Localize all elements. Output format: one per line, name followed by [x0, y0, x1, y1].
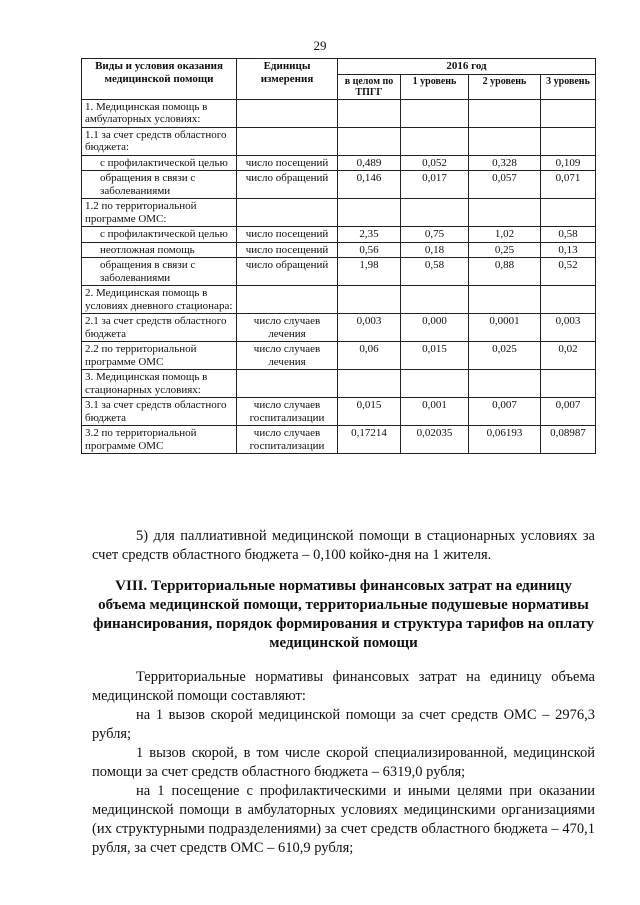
table-row [82, 242, 596, 258]
row-value-total [338, 370, 401, 398]
header-total: в целом по ТПГГ [338, 74, 401, 99]
header-year: 2016 год [338, 59, 596, 75]
header-level-3: 3 уровень [541, 74, 596, 99]
row-label: 1. Медицинская помощь в амбулаторных условиях: [82, 99, 237, 127]
row-value-level-3: 0,13 [541, 242, 596, 258]
row-value-level-1: 0,58 [401, 258, 469, 286]
row-value-level-3: 0,52 [541, 258, 596, 286]
row-value-level-2: 0,0001 [469, 314, 541, 342]
row-value-level-3: 0,02 [541, 342, 596, 370]
row-value-level-1: 0,18 [401, 242, 469, 258]
row-value-level-2: 1,02 [469, 227, 541, 243]
row-label: с профилактической целью [82, 155, 237, 171]
row-value-level-1 [401, 127, 469, 155]
row-label: 2.2 по территориальной программе ОМС [82, 342, 237, 370]
row-value-level-2 [469, 370, 541, 398]
row-value-level-2: 0,328 [469, 155, 541, 171]
row-value-level-3: 0,109 [541, 155, 596, 171]
table-row [82, 426, 596, 454]
row-value-level-2 [469, 99, 541, 127]
row-value-level-2: 0,25 [469, 242, 541, 258]
row-value-level-3 [541, 199, 596, 227]
row-unit: число случаев лечения [237, 342, 338, 370]
table-row [82, 155, 596, 171]
row-value-total: 0,003 [338, 314, 401, 342]
row-label: 2.1 за счет средств областного бюджета [82, 314, 237, 342]
table-row [82, 286, 596, 314]
row-unit: число случаев лечения [237, 314, 338, 342]
row-value-level-1 [401, 99, 469, 127]
row-value-level-3 [541, 286, 596, 314]
row-unit [237, 199, 338, 227]
header-unit: Единицы измерения [237, 59, 338, 100]
row-value-total: 0,17214 [338, 426, 401, 454]
page-number: 29 [313, 38, 327, 53]
row-value-level-3: 0,58 [541, 227, 596, 243]
row-value-level-3: 0,003 [541, 314, 596, 342]
table-row [82, 127, 596, 155]
row-value-level-1 [401, 199, 469, 227]
row-label: обращения в связи с заболеваниями [82, 258, 237, 286]
row-value-total: 0,489 [338, 155, 401, 171]
row-value-total: 0,56 [338, 242, 401, 258]
row-value-total: 2,35 [338, 227, 401, 243]
row-value-level-1 [401, 370, 469, 398]
row-label: 3.2 по территориальной программе ОМС [82, 426, 237, 454]
row-unit [237, 286, 338, 314]
row-value-level-1: 0,017 [401, 171, 469, 199]
row-unit: число случаев госпитализации [237, 398, 338, 426]
row-value-level-2: 0,88 [469, 258, 541, 286]
row-value-level-2: 0,06193 [469, 426, 541, 454]
row-unit [237, 127, 338, 155]
row-value-level-3: 0,08987 [541, 426, 596, 454]
row-unit: число посещений [237, 227, 338, 243]
row-value-total [338, 199, 401, 227]
table-row [82, 342, 596, 370]
row-label: 3.1 за счет средств областного бюджета [82, 398, 237, 426]
row-value-total [338, 286, 401, 314]
section-heading: VIII. Территориальные нормативы финансовых затрат на единицу объема медицинской помощи, территориальные подушевые нормативы финансирования, порядок формирования и структура тарифов на оплату медицинской помощи [92, 578, 594, 651]
body-paragraph-3: 1 вызов скорой, в том числе скорой специализированной, медицинской помощи за счет средств областного бюджета – 6319,0 рубля; [92, 745, 595, 780]
header-level-1: 1 уровень [401, 74, 469, 99]
table-row [82, 398, 596, 426]
row-value-level-3 [541, 370, 596, 398]
row-unit: число случаев госпитализации [237, 426, 338, 454]
row-value-level-1: 0,000 [401, 314, 469, 342]
row-value-level-2 [469, 127, 541, 155]
row-value-level-1 [401, 286, 469, 314]
paragraph-palliative: 5) для паллиативной медицинской помощи в стационарных условиях за счет средств областного бюджета – 0,100 койко-дня на 1 жителя. [92, 528, 595, 563]
header-care-type: Виды и условия оказания медицинской помощи [82, 59, 237, 100]
row-unit [237, 99, 338, 127]
row-value-level-2 [469, 286, 541, 314]
row-unit: число посещений [237, 242, 338, 258]
row-value-level-3: 0,071 [541, 171, 596, 199]
row-label: 3. Медицинская помощь в стационарных условиях: [82, 370, 237, 398]
row-value-total: 0,146 [338, 171, 401, 199]
table-row [82, 258, 596, 286]
row-label: обращения в связи с заболеваниями [82, 171, 237, 199]
row-value-total: 0,06 [338, 342, 401, 370]
row-value-total [338, 99, 401, 127]
row-label: 1.1 за счет средств областного бюджета: [82, 127, 237, 155]
volume-norms-table [81, 58, 596, 454]
row-value-level-1: 0,001 [401, 398, 469, 426]
row-label: неотложная помощь [82, 242, 237, 258]
row-label: 1.2 по территориальной программе ОМС: [82, 199, 237, 227]
row-value-total: 1,98 [338, 258, 401, 286]
row-value-level-2 [469, 199, 541, 227]
row-value-level-2: 0,025 [469, 342, 541, 370]
row-value-total: 0,015 [338, 398, 401, 426]
row-label: с профилактической целью [82, 227, 237, 243]
row-unit [237, 370, 338, 398]
row-value-level-1: 0,75 [401, 227, 469, 243]
table-row [82, 99, 596, 127]
row-value-level-1: 0,052 [401, 155, 469, 171]
table-row [82, 199, 596, 227]
table-row [82, 370, 596, 398]
body-paragraph-4: на 1 посещение с профилактическими и иными целями при оказании медицинской помощи в амбулаторных условиях медицинскими организациями (их структурными подразделениями) за счет средств областного бюджета – 470,1 рубля, за счет средств ОМС – 610,9 рубля; [92, 783, 595, 856]
row-value-level-2: 0,057 [469, 171, 541, 199]
header-level-2: 2 уровень [469, 74, 541, 99]
row-value-level-1: 0,02035 [401, 426, 469, 454]
body-paragraph-1: Территориальные нормативы финансовых затрат на единицу объема медицинской помощи составляют: [92, 669, 595, 704]
table-row [82, 171, 596, 199]
body-paragraph-2: на 1 вызов скорой медицинской помощи за счет средств ОМС – 2976,3 рубля; [92, 707, 595, 742]
row-unit: число обращений [237, 258, 338, 286]
row-value-level-3 [541, 99, 596, 127]
table-row [82, 227, 596, 243]
row-value-total [338, 127, 401, 155]
row-unit: число обращений [237, 171, 338, 199]
row-value-level-2: 0,007 [469, 398, 541, 426]
row-label: 2. Медицинская помощь в условиях дневного стационара: [82, 286, 237, 314]
row-value-level-1: 0,015 [401, 342, 469, 370]
row-value-level-3 [541, 127, 596, 155]
table-row [82, 314, 596, 342]
row-unit: число посещений [237, 155, 338, 171]
row-value-level-3: 0,007 [541, 398, 596, 426]
